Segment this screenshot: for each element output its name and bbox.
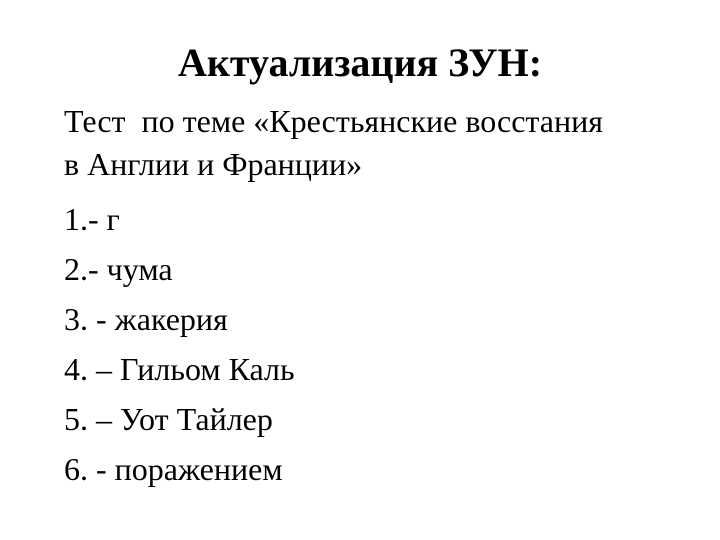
slide-title: Актуализация ЗУН: (177, 40, 543, 85)
list-item: 6. - поражением (64, 451, 283, 487)
list-item: 5. – Уот Тайлер (64, 401, 273, 437)
list-item: 4. – Гильом Каль (64, 351, 295, 387)
test-topic-line-1: Тест по теме «Крестьянские восстания (64, 103, 603, 139)
test-topic-line-2: в Англии и Франции» (64, 146, 363, 182)
list-item: 1.- г (64, 201, 120, 237)
slide-body (0, 100, 720, 491)
list-item: 3. - жакерия (64, 301, 228, 337)
list-item: 2.- чума (64, 251, 173, 287)
